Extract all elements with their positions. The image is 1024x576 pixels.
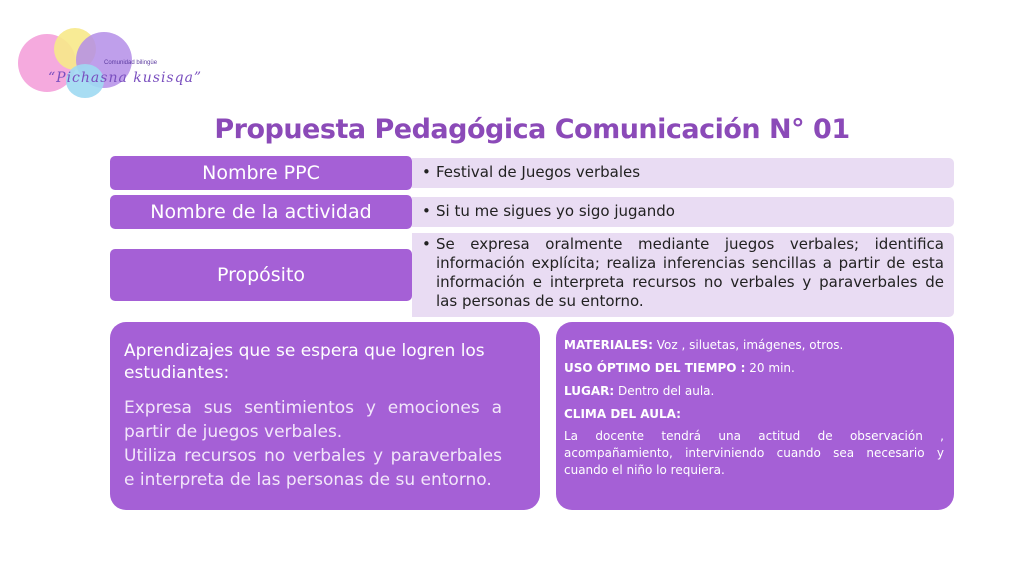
clima-row	[564, 407, 944, 421]
label-nombre-actividad: Nombre de la actividad	[110, 195, 412, 229]
aprendizaje-item: Expresa sus sentimientos y emociones a partir de juegos verbales.	[124, 398, 502, 442]
page-title: Propuesta Pedagógica Comunicación N° 01	[214, 114, 850, 145]
clima-value: La docente tendrá una actitud de observación , acompañamiento, interviniendo cuando sea necesario y cuando el niño lo requiera.	[564, 429, 944, 477]
logo-name: “Pichasna kusisqa”	[48, 70, 203, 86]
tiempo-value: 20 min.	[745, 361, 795, 375]
materiales-row	[564, 338, 944, 352]
bullet-icon: •	[422, 163, 431, 181]
details-panel	[556, 322, 954, 510]
materiales-value: Voz , siluetas, imágenes, otros.	[652, 338, 844, 352]
aprendizajes-panel	[110, 322, 540, 510]
value-nombre-ppc: • Festival de Juegos verbales	[412, 158, 954, 188]
aprendizaje-item: Utiliza recursos no verbales y paraverbales e interpreta de las personas de su entorno.	[124, 446, 502, 490]
clima-label: CLIMA DEL AULA:	[564, 407, 681, 421]
school-logo	[18, 26, 203, 100]
aprendizajes-heading: Aprendizajes que se espera que logren los estudiantes:	[124, 341, 485, 383]
label-proposito: Propósito	[110, 249, 412, 301]
lugar-row	[564, 384, 944, 398]
bullet-icon: •	[422, 235, 431, 253]
value-nombre-actividad: • Si tu me sigues yo sigo jugando	[412, 197, 954, 227]
label-nombre-ppc: Nombre PPC	[110, 156, 412, 190]
tiempo-row	[564, 361, 944, 375]
value-proposito: • Se expresa oralmente mediante juegos verbales; identifica información explícita; realiza inferencias sencillas a partir de esta información e interpreta recursos no verbales y paraverbales de las personas de su entorno.	[412, 233, 954, 317]
lugar-value: Dentro del aula.	[614, 384, 715, 398]
tiempo-label: USO ÓPTIMO DEL TIEMPO :	[564, 361, 746, 375]
materiales-label: MATERIALES:	[564, 338, 653, 352]
lugar-label: LUGAR:	[564, 384, 615, 398]
aprendizajes-body	[124, 396, 502, 492]
logo-subtitle: Comunidad bilingüe	[104, 60, 158, 66]
bullet-icon: •	[422, 202, 431, 220]
